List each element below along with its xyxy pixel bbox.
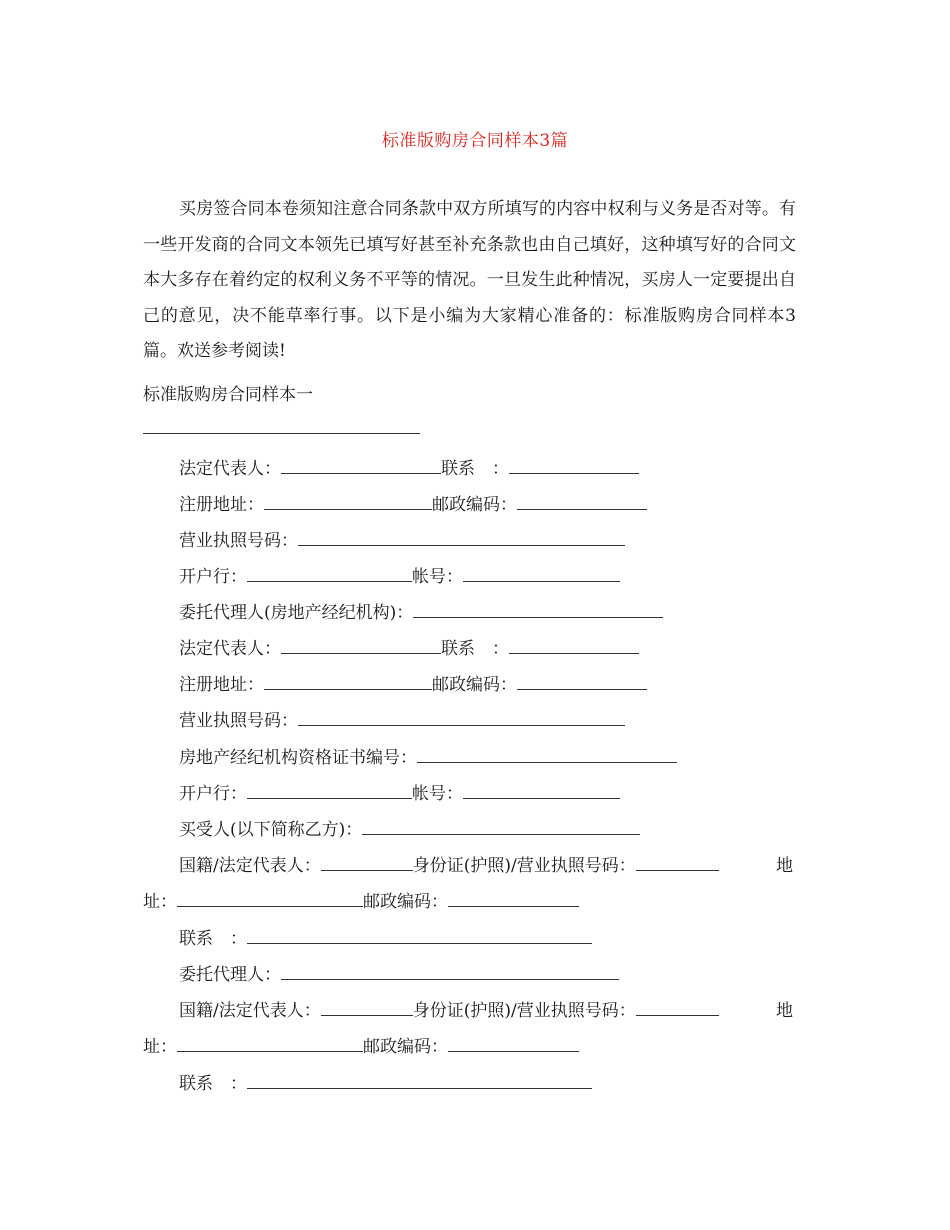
agency-cert-field[interactable] bbox=[417, 748, 677, 763]
address-word-part1: 地 bbox=[776, 856, 793, 876]
sample-heading: 标准版购房合同样本一 bbox=[143, 385, 313, 405]
contact-field[interactable] bbox=[509, 639, 639, 654]
address-word-part1: 地 bbox=[776, 1001, 793, 1021]
agent-bank-row bbox=[179, 779, 620, 804]
bank-field[interactable] bbox=[247, 784, 412, 799]
postcode-field[interactable] bbox=[448, 892, 579, 907]
reg-address-label: 注册地址： bbox=[179, 495, 264, 515]
buyer-address-row bbox=[143, 887, 579, 912]
intro-paragraph bbox=[143, 192, 796, 370]
address-field[interactable] bbox=[177, 1037, 363, 1052]
reg-address-field[interactable] bbox=[264, 495, 432, 510]
legal-rep-field[interactable] bbox=[281, 639, 441, 654]
agent-org-row bbox=[179, 598, 663, 623]
contact-label: 联系 ： bbox=[179, 1074, 247, 1094]
id-field[interactable] bbox=[636, 1001, 719, 1016]
agent-legal-rep-row bbox=[179, 634, 639, 659]
agent-org-field[interactable] bbox=[413, 603, 663, 618]
postcode-field[interactable] bbox=[448, 1037, 579, 1052]
license-field[interactable] bbox=[298, 711, 625, 726]
agent-contact-row bbox=[179, 1069, 592, 1094]
contact-field[interactable] bbox=[247, 929, 592, 944]
nationality-field[interactable] bbox=[321, 856, 413, 871]
buyer-row bbox=[179, 815, 640, 840]
contact-label: 联系 ： bbox=[179, 929, 247, 949]
account-field[interactable] bbox=[463, 784, 620, 799]
bank-label: 开户行： bbox=[179, 784, 247, 804]
legal-rep-label: 法定代表人： bbox=[179, 459, 281, 479]
account-field[interactable] bbox=[463, 567, 620, 582]
bank-field[interactable] bbox=[247, 567, 412, 582]
reg-address-field[interactable] bbox=[264, 675, 432, 690]
seller-legal-rep-row bbox=[179, 454, 639, 479]
seller-address-row bbox=[179, 490, 647, 515]
agent-org-label: 委托代理人(房地产经纪机构)： bbox=[179, 603, 414, 623]
license-label: 营业执照号码： bbox=[179, 711, 298, 731]
license-field[interactable] bbox=[298, 531, 625, 546]
contact-field[interactable] bbox=[509, 459, 639, 474]
nationality-label: 国籍/法定代表人： bbox=[179, 1001, 321, 1021]
bank-label: 开户行： bbox=[179, 567, 247, 587]
buyer-label: 买受人(以下简称乙方)： bbox=[179, 820, 363, 840]
postcode-label: 邮政编码： bbox=[363, 1037, 448, 1057]
contact-field[interactable] bbox=[247, 1074, 592, 1089]
postcode-label: 邮政编码： bbox=[432, 495, 517, 515]
nationality-label: 国籍/法定代表人： bbox=[179, 856, 321, 876]
agency-cert-row bbox=[179, 743, 677, 768]
postcode-field[interactable] bbox=[517, 495, 647, 510]
agent-license-row bbox=[179, 706, 625, 731]
agent-field[interactable] bbox=[281, 965, 619, 980]
contact-label: 联系 ： bbox=[441, 639, 509, 659]
agency-cert-label: 房地产经纪机构资格证书编号： bbox=[179, 748, 417, 768]
contact-label: 联系 ： bbox=[441, 459, 509, 479]
address-field[interactable] bbox=[177, 892, 363, 907]
agent-nationality-row bbox=[179, 996, 719, 1021]
license-label: 营业执照号码： bbox=[179, 531, 298, 551]
legal-rep-label: 法定代表人： bbox=[179, 639, 281, 659]
postcode-label: 邮政编码： bbox=[363, 892, 448, 912]
address-label: 址： bbox=[143, 892, 177, 912]
account-label: 帐号： bbox=[412, 784, 463, 804]
agent-address-row bbox=[179, 670, 647, 695]
seller-license-row bbox=[179, 526, 625, 551]
id-field[interactable] bbox=[636, 856, 719, 871]
buyer-agent-row bbox=[179, 960, 619, 985]
account-label: 帐号： bbox=[412, 567, 463, 587]
seller-heading-row bbox=[143, 380, 365, 405]
buyer-field[interactable] bbox=[362, 820, 640, 835]
intro-text: 买房签合同本卷须知注意合同条款中双方所填写的内容中权利与义务是否对等。有一些开发商的合同文本领先已填写好甚至补充条款也由自己填好，这种填写好的合同文本大多存在着约定的权利义务不平等的情况。一旦发生此种情况，买房人一定要提出自己的意见，决不能草率行事。以下是小编为大家精心准备的：标准版购房合同样本3篇。欢送参考阅读! bbox=[143, 199, 796, 362]
postcode-field[interactable] bbox=[517, 675, 647, 690]
nationality-field[interactable] bbox=[321, 1001, 413, 1016]
postcode-label: 邮政编码： bbox=[432, 675, 517, 695]
agent-address-row bbox=[143, 1032, 579, 1057]
buyer-contact-row bbox=[179, 924, 592, 949]
legal-rep-field[interactable] bbox=[281, 459, 441, 474]
buyer-nationality-row bbox=[179, 851, 719, 876]
agent-label: 委托代理人： bbox=[179, 965, 281, 985]
id-label: 身份证(护照)/营业执照号码： bbox=[412, 856, 636, 876]
reg-address-label: 注册地址： bbox=[179, 675, 264, 695]
address-label: 址： bbox=[143, 1037, 177, 1057]
seller-name-field[interactable] bbox=[143, 433, 420, 434]
id-label: 身份证(护照)/营业执照号码： bbox=[412, 1001, 636, 1021]
seller-bank-row bbox=[179, 562, 620, 587]
document-title: 标准版购房合同样本3篇 bbox=[381, 131, 569, 151]
